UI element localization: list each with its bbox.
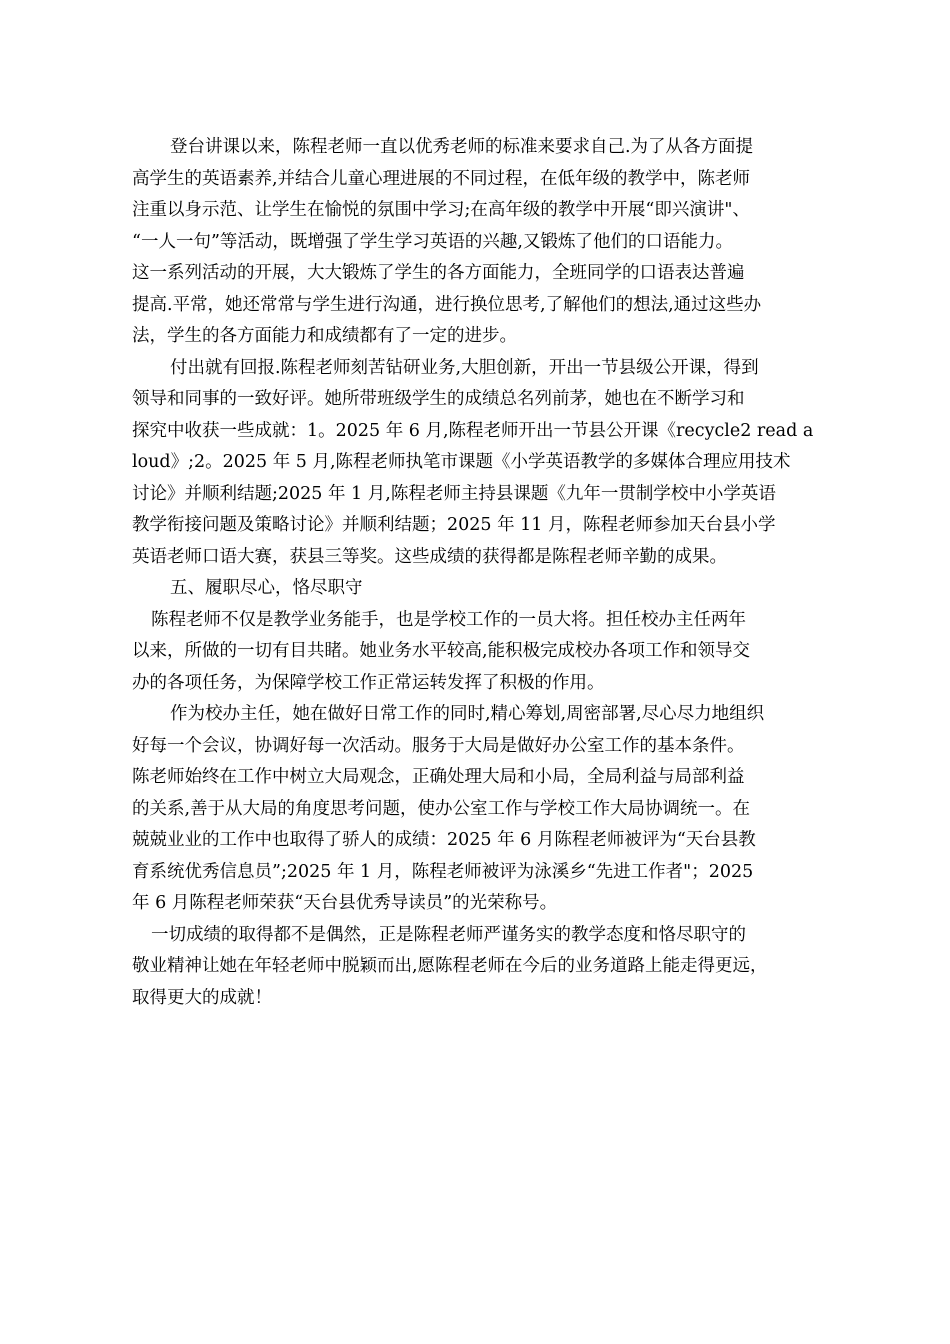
text-line: 五、履职尽心，恪尽职守 (170, 578, 363, 598)
document-body (132, 132, 824, 1014)
text-line: 领导和同事的一致好评。她所带班级学生的成绩总名列前茅，她也在不断学习和 (132, 389, 745, 409)
text-line: 探究中收获一些成就：1。2025 年 6 月,陈程老师开出一节县公开课《recycle2 read a (132, 420, 814, 441)
text-line: 兢兢业业的工作中也取得了骄人的成绩：2025 年 6 月陈程老师被评为“天台县教 (132, 830, 756, 850)
text-line: 法，学生的各方面能力和成绩都有了一定的进步。 (132, 326, 517, 346)
text-line: “一人一句”等活动，既增强了学生学习英语的兴趣,又锻炼了他们的口语能力。 (132, 231, 733, 252)
text-line: 英语老师口语大赛，获县三等奖。这些成绩的获得都是陈程老师辛勤的成果。 (132, 546, 727, 567)
text-line: 高学生的英语素养,并结合儿童心理进展的不同过程，在低年级的教学中，陈老师 (132, 168, 751, 189)
text-line: 年 6 月陈程老师荣获“天台县优秀导读员”的光荣称号。 (132, 893, 558, 913)
text-line: 登台讲课以来，陈程老师一直以优秀老师的标准来要求自己.为了从各方面提 (170, 137, 754, 157)
text-line: 一切成绩的取得都不是偶然，正是陈程老师严谨务实的教学态度和恪尽职守的 (151, 924, 746, 945)
text-line: 取得更大的成就！ (132, 987, 272, 1008)
text-line: loud》;2。2025 年 5 月,陈程老师执笔市课题《小学英语教学的多媒体合理应用技术 (132, 452, 791, 472)
text-line: 的关系,善于从大局的角度思考问题，使办公室工作与学校工作大局协调统一。在 (132, 798, 751, 819)
text-line: 作为校办主任，她在做好日常工作的同时,精心筹划,周密部署,尽心尽力地组织 (170, 704, 765, 724)
text-line: 付出就有回报.陈程老师刻苦钻研业务,大胆创新，开出一节县级公开课，得到 (170, 357, 759, 378)
text-line: 好每一个会议，协调好每一次活动。服务于大局是做好办公室工作的基本条件。 (132, 735, 745, 756)
text-line: 陈老师始终在工作中树立大局观念，正确处理大局和小局，全局利益与局部利益 (132, 767, 745, 787)
text-line: 注重以身示范、让学生在愉悦的氛围中学习;在高年级的教学中开展“即兴演讲"、 (132, 200, 750, 220)
text-line: 教学衔接问题及策略讨论》并顺利结题；2025 年 11 月，陈程老师参加天台县小学 (132, 515, 776, 535)
text-line: 讨论》并顺利结题;2025 年 1 月,陈程老师主持县课题《九年一贯制学校中小学英语 (132, 483, 776, 504)
text-line: 提高.平常，她还常常与学生进行沟通，进行换位思考,了解他们的想法,通过这些办 (132, 294, 762, 315)
text-line: 育系统优秀信息员”;2025 年 1 月，陈程老师被评为泳溪乡“先进工作者"；2025 (132, 861, 754, 882)
text-line: 这一系列活动的开展，大大锻炼了学生的各方面能力，全班同学的口语表达普遍 (132, 263, 745, 283)
text-line: 以来，所做的一切有目共睹。她业务水平较高,能积极完成校办各项工作和领导交 (132, 641, 751, 661)
text-line: 办的各项任务，为保障学校工作正常运转发挥了积极的作用。 (132, 672, 605, 693)
text-line: 陈程老师不仅是教学业务能手，也是学校工作的一员大将。担任校办主任两年 (151, 609, 746, 630)
text-line: 敬业精神让她在年轻老师中脱颖而出,愿陈程老师在今后的业务道路上能走得更远， (132, 956, 768, 976)
